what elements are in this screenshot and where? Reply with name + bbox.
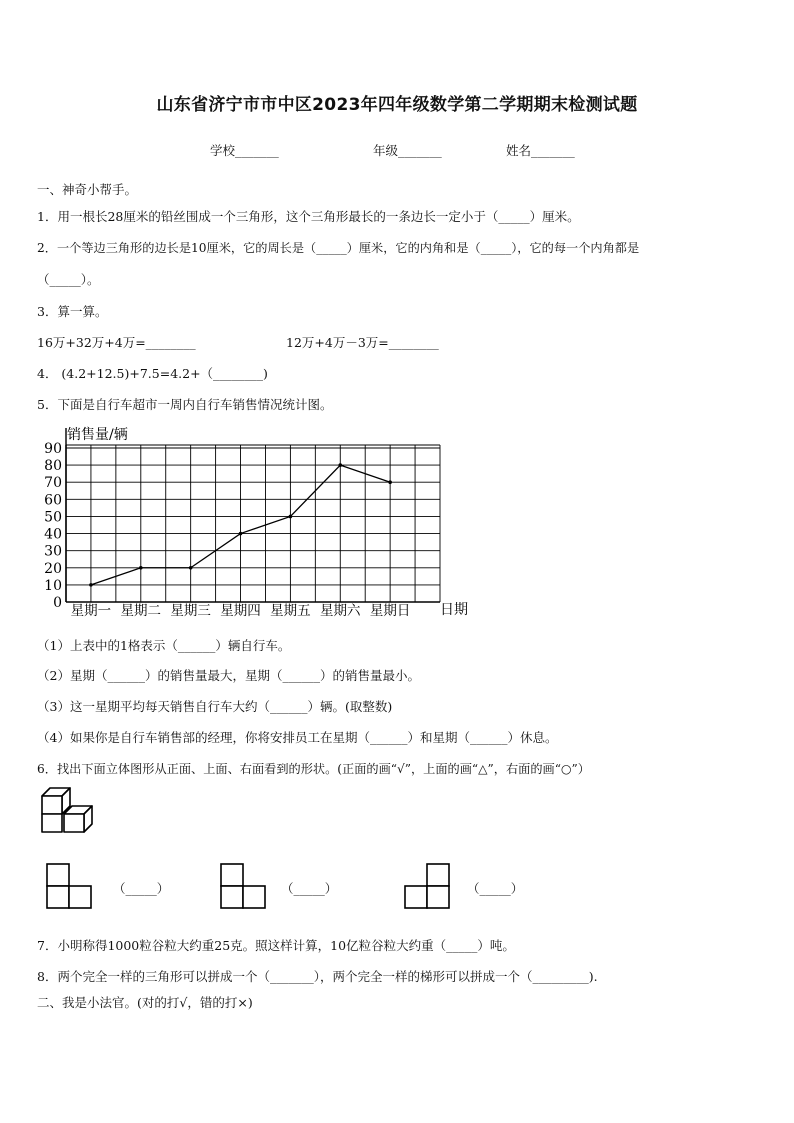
x-tick-label: 星期三 bbox=[170, 603, 211, 619]
question-5: 5．下面是自行车超市一周内自行车销售情况统计图。 bbox=[37, 397, 333, 412]
x-tick-label: 星期日 bbox=[369, 603, 411, 619]
question-2-line1: 2．一个等边三角形的边长是10厘米，它的周长是（_____）厘米，它的内角和是（_____），它的每一个内角都是 bbox=[37, 241, 640, 255]
x-tick-label: 星期一 bbox=[70, 603, 112, 619]
view-shape-2 bbox=[219, 862, 269, 912]
chart-y-ticks bbox=[44, 441, 62, 611]
section2-heading: 二、我是小法官。(对的打√，错的打×) bbox=[37, 995, 253, 1010]
chart-grid bbox=[66, 428, 440, 602]
x-tick-label: 星期四 bbox=[220, 603, 261, 619]
sales-line-chart bbox=[30, 420, 480, 620]
y-tick-label: 40 bbox=[44, 526, 62, 543]
y-tick-label: 60 bbox=[44, 492, 62, 509]
view-2-answer-blank: （_____） bbox=[281, 881, 338, 896]
question-3b: 12万+4万－3万=________ bbox=[286, 335, 439, 350]
question-6: 6．找出下面立体图形从正面、上面、右面看到的形状。(正面的画“√”，上面的画“△”，右面的画“○”） bbox=[37, 762, 590, 776]
grade-field: 年级_______ bbox=[373, 143, 442, 158]
page-title: 山东省济宁市市中区2023年四年级数学第二学期期末检测试题 bbox=[156, 95, 638, 115]
chart-xlabel: 日期 bbox=[440, 602, 468, 618]
view-1-answer-blank: （_____） bbox=[113, 881, 170, 896]
question-7: 7．小明称得1000粒谷粒大约重25克。照这样计算，10亿粒谷粒大约重（_____）吨。 bbox=[37, 938, 515, 953]
chart-x-ticks bbox=[71, 603, 411, 619]
question-5-1: （1）上表中的1格表示（______）辆自行车。 bbox=[37, 638, 291, 653]
question-4: 4． (4.2+12.5)+7.5=4.2+（________) bbox=[37, 366, 268, 381]
y-tick-label: 10 bbox=[44, 577, 62, 594]
cube-stack-figure bbox=[38, 784, 106, 844]
chart-data-point bbox=[338, 463, 342, 467]
question-1: 1．用一根长28厘米的铅丝围成一个三角形，这个三角形最长的一条边长一定小于（_____）厘米。 bbox=[37, 209, 580, 224]
chart-data-point bbox=[239, 532, 243, 536]
x-tick-label: 星期二 bbox=[120, 603, 162, 619]
y-tick-label: 50 bbox=[44, 509, 62, 526]
chart-data-point bbox=[189, 566, 193, 570]
y-tick-label: 70 bbox=[44, 475, 62, 492]
question-5-2: （2）星期（______）的销售量最大，星期（______）的销售量最小。 bbox=[37, 668, 420, 683]
y-tick-label: 0 bbox=[53, 595, 62, 611]
school-field: 学校_______ bbox=[210, 143, 279, 158]
chart-data-point bbox=[388, 480, 392, 484]
chart-data-point bbox=[89, 583, 93, 587]
question-3: 3．算一算。 bbox=[37, 304, 108, 319]
y-tick-label: 20 bbox=[44, 560, 62, 577]
x-tick-label: 星期六 bbox=[320, 603, 361, 619]
question-8: 8．两个完全一样的三角形可以拼成一个（_______），两个完全一样的梯形可以拼成一个（_________). bbox=[37, 969, 598, 984]
question-2-line2: （_____）。 bbox=[37, 272, 100, 287]
y-tick-label: 80 bbox=[44, 458, 62, 475]
view-shape-1 bbox=[45, 862, 95, 912]
y-tick-label: 30 bbox=[44, 543, 62, 560]
chart-ylabel: 销售量/辆 bbox=[67, 427, 128, 443]
y-tick-label: 90 bbox=[44, 441, 62, 457]
x-tick-label: 星期五 bbox=[270, 603, 311, 619]
section1-heading: 一、神奇小帮手。 bbox=[37, 182, 138, 197]
view-shape-3 bbox=[403, 862, 453, 912]
question-3a: 16万+32万+4万=________ bbox=[37, 335, 196, 350]
chart-data-point bbox=[139, 566, 143, 570]
name-field: 姓名_______ bbox=[506, 143, 575, 158]
question-5-3: （3）这一星期平均每天销售自行车大约（______）辆。(取整数) bbox=[37, 699, 393, 714]
view-3-answer-blank: （_____） bbox=[467, 881, 524, 896]
question-5-4: （4）如果你是自行车销售部的经理，你将安排员工在星期（______）和星期（______）休息。 bbox=[37, 730, 558, 745]
chart-data-point bbox=[289, 515, 293, 519]
